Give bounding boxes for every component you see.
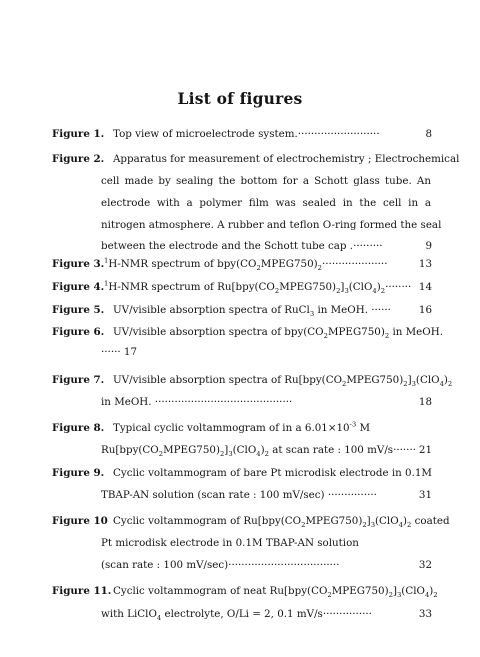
figure-caption-text: electrode with a polymer film was sealed in the cell in a: [101, 197, 431, 209]
figure-caption-text: Pt microdisk electrode in 0.1M TBAP-AN solution: [101, 537, 359, 549]
figure-label: Figure 5.: [52, 304, 105, 316]
figure-label: Figure 8.: [52, 422, 105, 434]
figure-caption-text: Apparatus for measurement of electrochemistry ; Electrochemical: [113, 153, 460, 165]
figure-label: Figure 4.: [52, 281, 105, 293]
figure-caption-text: Top view of microelectrode system.·························: [113, 128, 380, 140]
figure-caption-text: Cyclic voltammogram of neat $Ru[bpy(CO_2MPEG750)_2]_3(ClO_4)_2$: [113, 585, 438, 600]
figure-caption-text: TBAP-AN solution (scan rate : 100 mV/sec) ···············: [101, 489, 377, 501]
figure-page-number: 32: [418, 559, 432, 571]
figure-caption-text: UV/visible absorption spectra of $Ru[bpy(CO_2MPEG750)_2]_3(ClO_4)_2$: [113, 374, 453, 389]
figure-caption-text: $^1$H-NMR spectrum of $bpy(CO_2MPEG750)_2\cdot\cdot\cdot\cdot\cdot\cdot\cdot\cdot\cdot\cdot\cdot\cdot\cdot\cdot\cdot\cdot\cdot\cdot\cdot\cdot$: [104, 256, 388, 273]
figure-caption-text: $^1$H-NMR spectrum of $Ru[bpy(CO_2MPEG750)_2]_3(ClO_4)_2\cdot\cdot\cdot\cdot\cdot\cdot\cdot\cdot$: [104, 279, 412, 296]
figure-page-number: 9: [425, 240, 432, 252]
figure-caption-text: UV/visible absorption spectra of RuCl$_3$ in MeOH. ······: [113, 304, 391, 319]
figure-label: Figure 3.: [52, 258, 105, 270]
figure-page-number: 8: [425, 128, 432, 140]
figure-caption-text: between the electrode and the Schott tube cap .·········: [101, 240, 383, 252]
figure-label: Figure 11.: [52, 585, 112, 597]
figure-caption-text: cell made by sealing the bottom for a Schott glass tube. An: [101, 175, 431, 187]
figure-caption-text: in MeOH. ··········································: [101, 396, 293, 408]
figure-caption-text: $Ru[bpy(CO_2MPEG750)_2]_3(ClO_4)_2$ at scan rate : 100 mV/s·······: [101, 444, 417, 459]
figure-page-number: 13: [418, 258, 432, 270]
figure-page-number: 31: [418, 489, 432, 501]
figure-page-number: 21: [418, 444, 432, 456]
figure-page-number: 14: [418, 281, 432, 293]
figure-page-number: 33: [418, 608, 432, 620]
figure-label: Figure 6.: [52, 326, 105, 338]
figure-caption-text: ······ 17: [101, 346, 138, 358]
page-title: List of figures: [177, 89, 303, 108]
figure-caption-text: Cyclic voltammogram of bare Pt microdisk electrode in 0.1M: [113, 467, 432, 479]
figure-caption-text: Cyclic voltammogram of $Ru[bpy(CO_2MPEG750)_2]_3(ClO_4)_2$ coated: [113, 515, 450, 530]
figure-label: Figure 2.: [52, 153, 105, 165]
figure-caption-text: UV/visible absorption spectra of $bpy(CO_2MPEG750)_2$ in MeOH.: [113, 326, 443, 341]
figure-label: Figure 10: [52, 515, 108, 527]
figure-label: Figure 9.: [52, 467, 105, 479]
figure-caption-text: Typical cyclic voltammogram of in a $6.01\times 10^{-3}$ M: [113, 420, 371, 434]
figure-caption-text: with LiClO$_4$ electrolyte, O/Li = 2, 0.1 mV/s···············: [101, 608, 372, 623]
figure-caption-text: (scan rate : 100 mV/sec)··································: [101, 559, 340, 571]
figure-page-number: 18: [418, 396, 432, 408]
figure-page-number: 16: [418, 304, 432, 316]
figure-label: Figure 7.: [52, 374, 105, 386]
figure-label: Figure 1.: [52, 128, 105, 140]
figure-caption-text: nitrogen atmosphere. A rubber and teflon O-ring formed the seal: [101, 219, 442, 231]
